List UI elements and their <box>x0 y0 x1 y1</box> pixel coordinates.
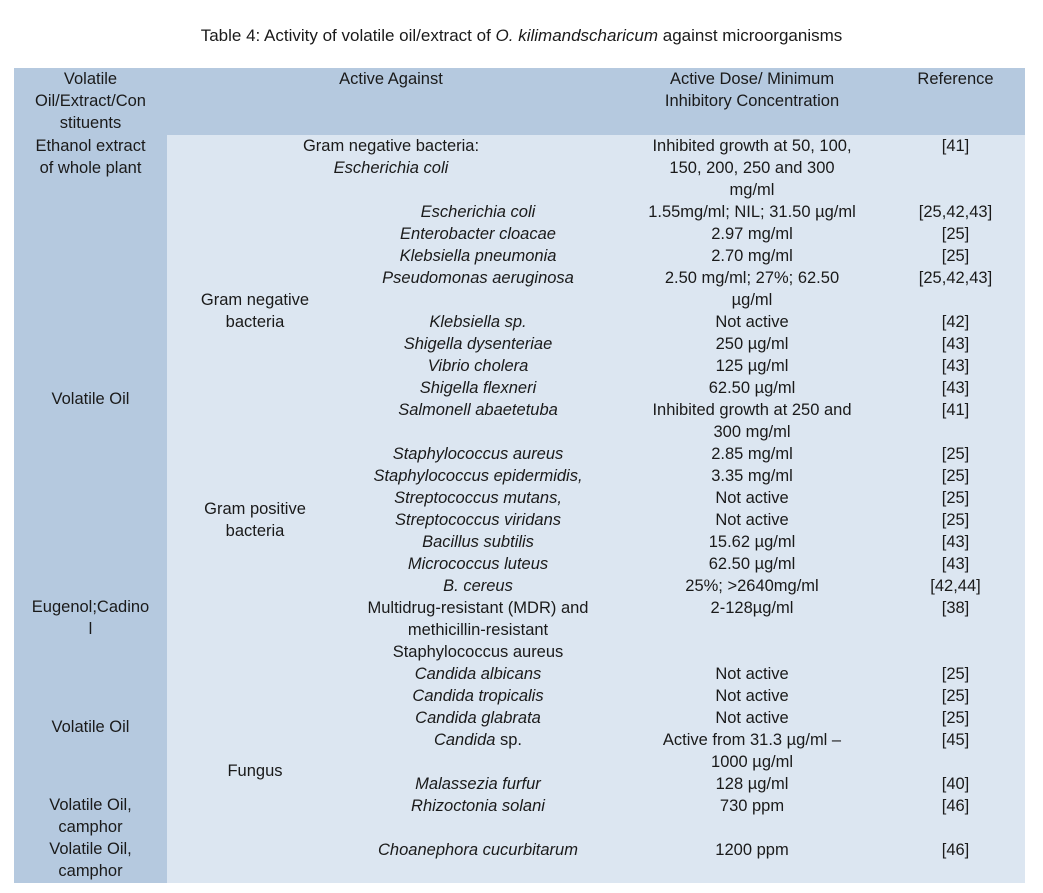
dose-cell <box>618 245 886 267</box>
dose-cell-line: Active from 31.3 µg/ml – <box>662 731 842 749</box>
organism-cell <box>343 575 613 597</box>
caption-species: O. kilimandscharicum <box>495 26 659 45</box>
organism-cell <box>343 377 613 399</box>
group-line: Gram negative <box>200 291 310 309</box>
dose-cell-line: 1000 µg/ml <box>711 753 793 771</box>
source-column-background <box>14 68 167 883</box>
dose-cell-line: 62.50 µg/ml <box>708 379 796 397</box>
dose-cell <box>618 707 886 729</box>
dose-cell <box>618 267 886 311</box>
dose-cell-line: Not active <box>715 489 789 507</box>
group-line: bacteria <box>225 522 285 540</box>
organism-cell <box>343 553 613 575</box>
organism-cell <box>343 267 613 289</box>
reference-cell-line: [25] <box>941 467 970 485</box>
organism-cell <box>343 355 613 377</box>
reference-cell <box>886 377 1025 399</box>
dose-line: Inhibited growth at 50, 100, <box>652 137 852 155</box>
reference-cell-line: [25] <box>941 489 970 507</box>
reference-cell-line: [45] <box>941 731 970 749</box>
dose-cell <box>618 795 886 817</box>
dose-cell <box>618 553 886 575</box>
source-line: Eugenol;Cadino <box>31 598 150 616</box>
organism-cell <box>343 487 613 509</box>
header-active-against: Active Against <box>339 70 443 88</box>
dose-cell-line: 125 µg/ml <box>715 357 789 375</box>
reference-cell-line: [38] <box>941 599 970 617</box>
reference-cell <box>886 707 1025 729</box>
reference-cell-line: [25] <box>941 511 970 529</box>
group-gram-negative <box>167 289 343 333</box>
dose-cell-line: 2.85 mg/ml <box>711 445 793 463</box>
organism-cell-line: Streptococcus mutans, <box>394 489 562 507</box>
dose-cell-line: 2.70 mg/ml <box>711 247 793 265</box>
dose-cell-line: 15.62 µg/ml <box>708 533 796 551</box>
source-line: camphor <box>58 818 123 836</box>
reference-cell <box>886 509 1025 531</box>
dose-cell-line: Inhibited growth at 250 and <box>652 401 852 419</box>
reference-cell-line: [25] <box>941 687 970 705</box>
source-volatile-oil-2: Volatile Oil <box>51 718 130 736</box>
dose-cell <box>618 465 886 487</box>
dose-cell-line: Not active <box>715 709 789 727</box>
dose-cell <box>618 663 886 685</box>
reference-cell <box>886 267 1025 289</box>
organism-cell <box>343 839 613 861</box>
reference-cell-line: [25] <box>941 665 970 683</box>
source-line: Ethanol extract <box>35 137 146 155</box>
dose-line: 150, 200, 250 and 300 <box>669 159 835 177</box>
reference-cell <box>886 399 1025 421</box>
table-caption <box>0 26 1043 46</box>
dose-cell <box>618 487 886 509</box>
dose-cell-line: Not active <box>715 313 789 331</box>
dose-cell <box>618 355 886 377</box>
dose-cell-line: 128 µg/ml <box>715 775 789 793</box>
dose-cell <box>618 509 886 531</box>
reference-cell <box>886 795 1025 817</box>
organism-cell <box>343 399 613 421</box>
organism-cell-line: Staphylococcus aureus <box>392 643 564 661</box>
header-source-line: stituents <box>59 114 122 132</box>
dose-cell-line: 62.50 µg/ml <box>708 555 796 573</box>
organism-cell-line: Shigella flexneri <box>419 379 537 397</box>
dose-cell-line: 730 ppm <box>719 797 785 815</box>
reference-cell <box>886 223 1025 245</box>
caption-prefix: Table 4: Activity of volatile oil/extract of <box>200 26 496 45</box>
organism-cell-line: Malassezia furfur <box>415 775 541 793</box>
reference-cell <box>886 597 1025 619</box>
dose-cell-line: Not active <box>715 511 789 529</box>
dose-cell-line: 25%; >2640mg/ml <box>685 577 819 595</box>
header-dose <box>618 68 886 112</box>
organism-cell <box>343 509 613 531</box>
reference-cell-line: [43] <box>941 555 970 573</box>
organism-cell <box>343 465 613 487</box>
dose-cell <box>618 223 886 245</box>
organism-cell-line: B. cereus <box>443 577 513 595</box>
reference-cell-line: [46] <box>941 797 970 815</box>
organism-cell-line: Multidrug-resistant (MDR) and <box>367 599 589 617</box>
dose-cell <box>618 839 886 861</box>
organism-cell-line: Candida albicans <box>414 665 542 683</box>
organism-cell-line: Micrococcus luteus <box>407 555 549 573</box>
organism-cell <box>343 597 613 663</box>
group-gram-positive <box>167 498 343 542</box>
source-line: Volatile Oil, <box>49 796 132 814</box>
source-line: Volatile Oil, <box>49 840 132 858</box>
reference-cell <box>886 465 1025 487</box>
organism-cell-line: Vibrio cholera <box>427 357 529 375</box>
organism-cell-line: Candida glabrata <box>415 709 541 727</box>
reference-cell-line: [40] <box>941 775 970 793</box>
dose-cell <box>618 201 886 223</box>
reference-cell <box>886 487 1025 509</box>
dose-cell <box>618 531 886 553</box>
dose-cell <box>618 443 886 465</box>
organism-cell <box>343 245 613 267</box>
reference-cell <box>886 245 1025 267</box>
dose-cell-line: µg/ml <box>731 291 773 309</box>
ethanol-reference: [41] <box>941 137 970 155</box>
dose-cell <box>618 399 886 443</box>
dose-cell-line: 2.50 mg/ml; 27%; 62.50 <box>664 269 840 287</box>
reference-cell-line: [25] <box>941 225 970 243</box>
organism-cell-line: Candida sp. <box>433 731 523 749</box>
dose-cell <box>618 685 886 707</box>
reference-cell-line: [42] <box>941 313 970 331</box>
organism-line: Gram negative bacteria: <box>302 137 480 155</box>
organism-cell-line: Klebsiella pneumonia <box>399 247 557 265</box>
group-line: Gram positive <box>204 500 306 518</box>
organism-cell <box>343 663 613 685</box>
dose-cell-line: 2.97 mg/ml <box>711 225 793 243</box>
organism-cell-line: Staphylococcus epidermidis, <box>373 467 583 485</box>
organism-cell <box>343 729 613 751</box>
reference-cell-line: [41] <box>941 401 970 419</box>
dose-cell <box>618 333 886 355</box>
organism-cell <box>343 311 613 333</box>
organism-cell-line: Enterobacter cloacae <box>400 225 556 243</box>
dose-cell-line: 2-128µg/ml <box>710 599 794 617</box>
reference-cell-line: [46] <box>941 841 970 859</box>
reference-cell-line: [43] <box>941 357 970 375</box>
organism-cell <box>343 685 613 707</box>
dose-cell-line: 1.55mg/ml; NIL; 31.50 µg/ml <box>648 203 856 221</box>
organism-cell-line: Klebsiella sp. <box>429 313 527 331</box>
organism-cell <box>343 333 613 355</box>
ethanol-organism <box>167 135 615 179</box>
reference-cell-line: [25,42,43] <box>918 269 993 287</box>
dose-cell <box>618 729 886 773</box>
dose-cell-line: 3.35 mg/ml <box>711 467 793 485</box>
organism-cell <box>343 795 613 817</box>
header-source <box>14 68 167 134</box>
activity-table <box>14 68 1025 883</box>
reference-cell-line: [25,42,43] <box>918 203 993 221</box>
dose-cell <box>618 773 886 795</box>
source-line: l <box>88 620 93 638</box>
organism-cell <box>343 531 613 553</box>
organism-cell-line: Escherichia coli <box>420 203 536 221</box>
organism-cell <box>343 201 613 223</box>
organism-cell-line: Choanephora cucurbitarum <box>378 841 578 859</box>
reference-cell-line: [42,44] <box>930 577 981 595</box>
header-source-line: Volatile <box>63 70 118 88</box>
organism-cell-line: Candida tropicalis <box>412 687 544 705</box>
dose-cell <box>618 311 886 333</box>
source-camphor-2 <box>14 838 167 882</box>
reference-cell-line: [43] <box>941 533 970 551</box>
reference-cell-line: [25] <box>941 709 970 727</box>
genus-name: Candida <box>433 731 496 749</box>
source-ethanol <box>14 135 167 179</box>
reference-cell <box>886 355 1025 377</box>
reference-cell-line: [25] <box>941 247 970 265</box>
reference-cell <box>886 773 1025 795</box>
ethanol-dose <box>618 135 886 201</box>
dose-cell-line: Not active <box>715 687 789 705</box>
source-eugenol <box>14 596 167 640</box>
organism-cell <box>343 773 613 795</box>
caption-suffix: against microorganisms <box>658 26 843 45</box>
organism-cell-line: Pseudomonas aeruginosa <box>382 269 574 287</box>
dose-cell-line: 300 mg/ml <box>713 423 791 441</box>
organism-cell <box>343 707 613 729</box>
reference-cell-line: [43] <box>941 335 970 353</box>
reference-cell <box>886 333 1025 355</box>
reference-cell <box>886 553 1025 575</box>
dose-cell-line: Not active <box>715 665 789 683</box>
header-dose-line: Inhibitory Concentration <box>664 92 840 110</box>
reference-cell <box>886 839 1025 861</box>
reference-cell <box>886 729 1025 751</box>
organism-cell-line: Shigella dysenteriae <box>403 335 553 353</box>
reference-cell <box>886 201 1025 223</box>
reference-cell <box>886 575 1025 597</box>
reference-cell-line: [43] <box>941 379 970 397</box>
reference-cell <box>886 685 1025 707</box>
organism-cell-line: Streptococcus viridans <box>395 511 561 529</box>
group-fungus: Fungus <box>227 762 283 780</box>
source-camphor-1 <box>14 794 167 838</box>
reference-cell <box>886 531 1025 553</box>
dose-cell <box>618 377 886 399</box>
organism-cell-line: methicillin-resistant <box>407 621 549 639</box>
dose-line: mg/ml <box>729 181 775 199</box>
dose-cell <box>618 597 886 619</box>
organism-cell-line: Rhizoctonia solani <box>411 797 545 815</box>
reference-cell-line: [25] <box>941 445 970 463</box>
group-line: bacteria <box>225 313 285 331</box>
organism-cell <box>343 443 613 465</box>
reference-cell <box>886 663 1025 685</box>
reference-cell <box>886 443 1025 465</box>
reference-cell <box>886 311 1025 333</box>
dose-cell-line: 1200 ppm <box>715 841 789 859</box>
organism-cell-line: Staphylococcus aureus <box>392 445 564 463</box>
organism-cell-line: Bacillus subtilis <box>422 533 534 551</box>
source-line: of whole plant <box>39 159 142 177</box>
source-volatile-oil-1: Volatile Oil <box>51 390 130 408</box>
source-line: camphor <box>58 862 123 880</box>
dose-cell <box>618 575 886 597</box>
organism-cell-line: Salmonell abaetetuba <box>398 401 558 419</box>
header-reference: Reference <box>917 70 994 88</box>
header-source-line: Oil/Extract/Con <box>35 92 146 110</box>
header-dose-line: Active Dose/ Minimum <box>669 70 835 88</box>
organism-cell <box>343 223 613 245</box>
dose-cell-line: 250 µg/ml <box>715 335 789 353</box>
organism-line: Escherichia coli <box>333 159 449 177</box>
